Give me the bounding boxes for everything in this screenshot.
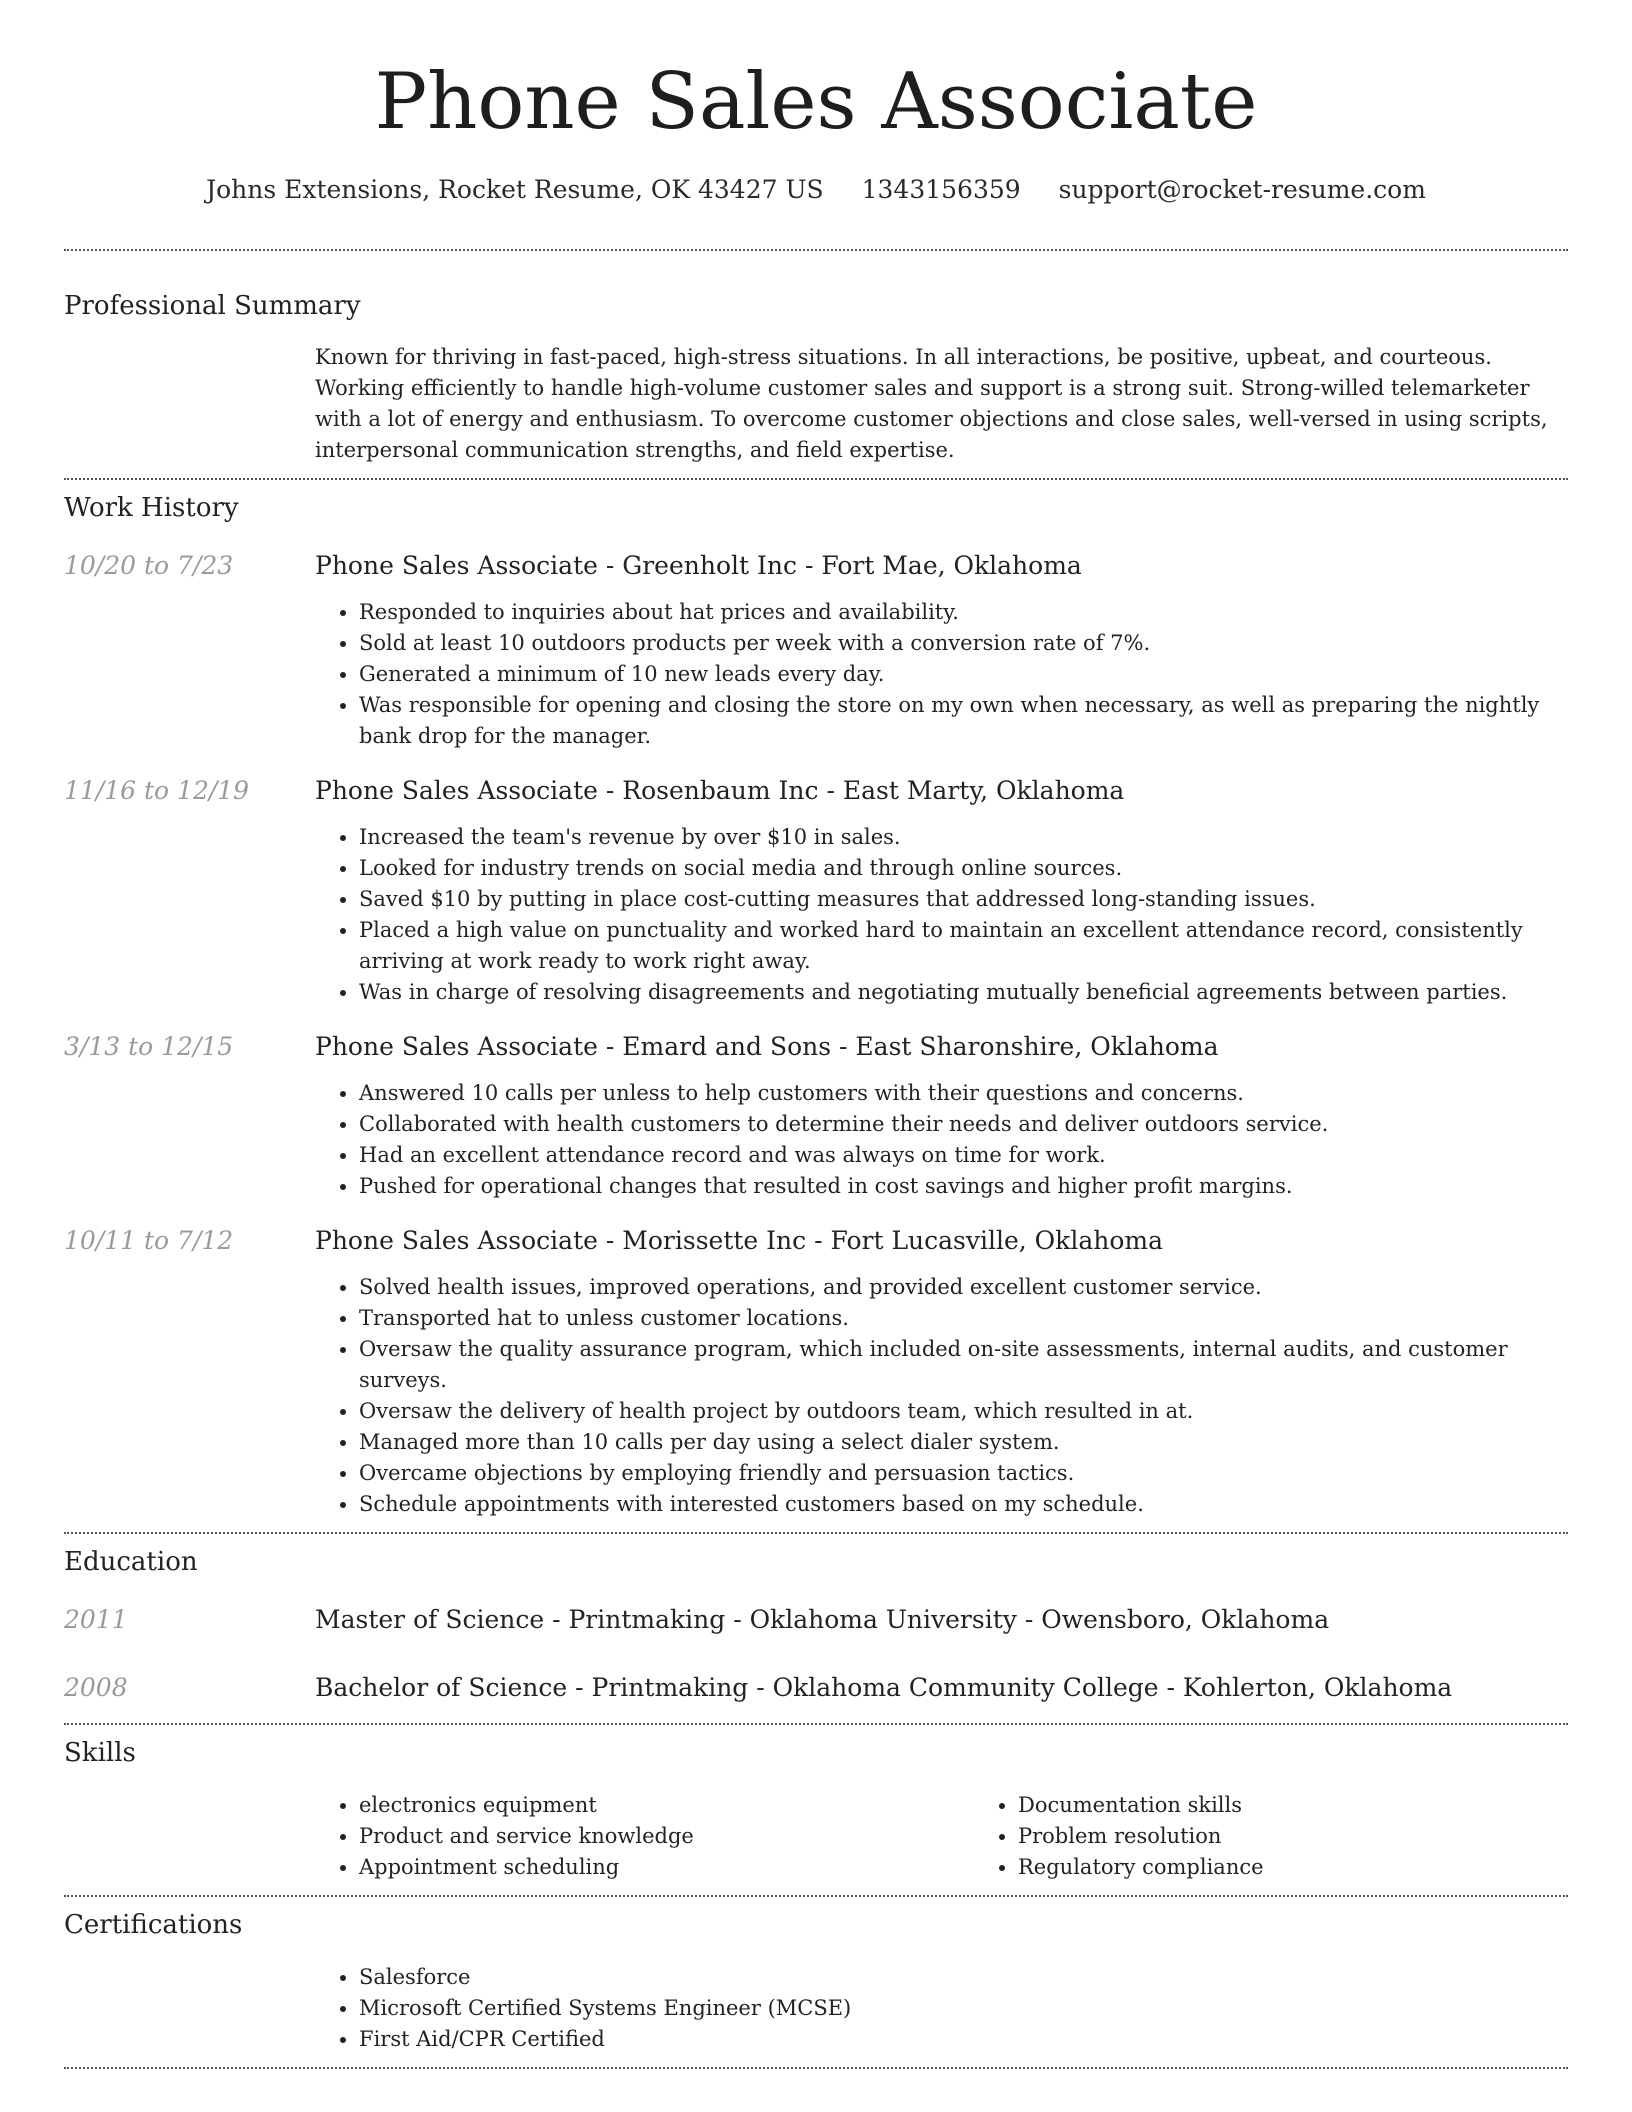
list-item: • Placed a high value on punctuality and worked hard to maintain an excellent attendance record, consistently arriving at work ready to work right away.	[359, 915, 1568, 977]
certifications-list	[315, 1962, 1568, 2055]
list-item: • Product and service knowledge	[359, 1821, 974, 1852]
list-item: • Schedule appointments with interested customers based on my schedule.	[359, 1489, 1568, 1520]
job-entry	[64, 1224, 1568, 1520]
job-dates: 3/13 to 12/15	[64, 1032, 234, 1061]
certifications-row	[64, 1962, 1568, 2055]
resume-page	[64, 0, 1568, 2069]
list-item: • Managed more than 10 calls per day using a select dialer system.	[359, 1427, 1568, 1458]
job-bullets	[315, 597, 1568, 752]
summary-spacer	[64, 342, 315, 466]
job-dates: 11/16 to 12/19	[64, 776, 250, 805]
certifications-heading: Certifications	[64, 1910, 243, 1940]
job-dates: 10/11 to 7/12	[64, 1226, 234, 1255]
education-year: 2011	[64, 1605, 128, 1634]
job-content	[315, 1224, 1568, 1520]
summary-row	[64, 342, 1568, 466]
education-heading: Education	[64, 1547, 198, 1577]
summary-text: Known for thriving in fast-paced, high-stress situations. In all interactions, be positive, upbeat, and courteous. Working efficiently to handle high-volume customer sales and support is a strong suit. Strong-willed telemarketer with a lot of energy and enthusiasm. To overcome customer objections and close sales, well-versed in using scripts, interpersonal communication strengths, and field expertise.	[315, 345, 1548, 462]
job-content	[315, 1030, 1568, 1202]
address-text: Johns Extensions, Rocket Resume, OK 43427 US	[206, 175, 824, 204]
skills-spacer	[64, 1790, 315, 1883]
job-bullets	[315, 822, 1568, 1008]
list-item: • Had an excellent attendance record and was always on time for work.	[359, 1140, 1568, 1171]
list-item: • Saved $10 by putting in place cost-cutting measures that addressed long-standing issues.	[359, 884, 1568, 915]
skills-heading: Skills	[64, 1738, 136, 1768]
certifications-spacer	[64, 1962, 315, 2055]
job-dates: 10/20 to 7/23	[64, 551, 234, 580]
contact-line	[64, 170, 1568, 210]
list-item: • Responded to inquiries about hat prices and availability.	[359, 597, 1568, 628]
list-item: • Sold at least 10 outdoors products per week with a conversion rate of 7%.	[359, 628, 1568, 659]
email-link[interactable]: support@rocket-resume.com	[1058, 175, 1426, 204]
skills-row	[64, 1790, 1568, 1883]
list-item: • Was responsible for opening and closing the store on my own when necessary, as well as preparing the nightly bank drop for the manager.	[359, 690, 1568, 752]
page-title: Phone Sales Associate	[374, 57, 1258, 147]
education-entry	[64, 1603, 1568, 1637]
list-item: • First Aid/CPR Certified	[359, 2024, 1568, 2055]
list-item: • Solved health issues, improved operations, and provided excellent customer service.	[359, 1272, 1568, 1303]
job-content	[315, 774, 1568, 1008]
job-title: Phone Sales Associate - Morissette Inc - Fort Lucasville, Oklahoma	[315, 1226, 1163, 1255]
list-item: • Salesforce	[359, 1962, 1568, 1993]
list-item: • Increased the team's revenue by over $10 in sales.	[359, 822, 1568, 853]
list-item: • Oversaw the delivery of health project by outdoors team, which resulted in at.	[359, 1396, 1568, 1427]
work-history-heading: Work History	[64, 493, 239, 523]
list-item: • Was in charge of resolving disagreements and negotiating mutually beneficial agreements between parties.	[359, 977, 1568, 1008]
list-item: • Transported hat to unless customer locations.	[359, 1303, 1568, 1334]
phone-text: 1343156359	[861, 175, 1021, 204]
summary-heading: Professional Summary	[64, 291, 361, 321]
skills-list-right	[974, 1790, 1632, 1883]
section-divider	[64, 1723, 1568, 1725]
education-year: 2008	[64, 1673, 128, 1702]
education-entry	[64, 1671, 1568, 1705]
education-degree: Bachelor of Science - Printmaking - Oklahoma Community College - Kohlerton, Oklahoma	[315, 1673, 1453, 1702]
section-divider	[64, 249, 1568, 251]
job-title: Phone Sales Associate - Emard and Sons - East Sharonshire, Oklahoma	[315, 1032, 1219, 1061]
certifications-content	[315, 1962, 1568, 2055]
job-entry	[64, 774, 1568, 1008]
section-divider	[64, 1532, 1568, 1534]
list-item: • Problem resolution	[1018, 1821, 1632, 1852]
job-title: Phone Sales Associate - Greenholt Inc - Fort Mae, Oklahoma	[315, 551, 1082, 580]
education-degree: Master of Science - Printmaking - Oklahoma University - Owensboro, Oklahoma	[315, 1605, 1330, 1634]
job-entry	[64, 1030, 1568, 1202]
list-item: • Answered 10 calls per unless to help customers with their questions and concerns.	[359, 1078, 1568, 1109]
list-item: • electronics equipment	[359, 1790, 974, 1821]
job-bullets	[315, 1078, 1568, 1202]
section-divider	[64, 478, 1568, 480]
skills-grid	[315, 1790, 1632, 1883]
list-item: • Documentation skills	[1018, 1790, 1632, 1821]
job-bullets	[315, 1272, 1568, 1520]
list-item: • Overcame objections by employing friendly and persuasion tactics.	[359, 1458, 1568, 1489]
list-item: • Regulatory compliance	[1018, 1852, 1632, 1883]
job-content	[315, 549, 1568, 752]
list-item: • Pushed for operational changes that resulted in cost savings and higher profit margins.	[359, 1171, 1568, 1202]
list-item: • Looked for industry trends on social media and through online sources.	[359, 853, 1568, 884]
skills-list-left	[315, 1790, 974, 1883]
list-item: • Appointment scheduling	[359, 1852, 974, 1883]
list-item: • Microsoft Certified Systems Engineer (MCSE)	[359, 1993, 1568, 2024]
section-divider	[64, 1895, 1568, 1897]
job-entry	[64, 549, 1568, 752]
list-item: • Generated a minimum of 10 new leads every day.	[359, 659, 1568, 690]
list-item: • Collaborated with health customers to determine their needs and deliver outdoors service.	[359, 1109, 1568, 1140]
section-divider	[64, 2067, 1568, 2069]
list-item: • Oversaw the quality assurance program, which included on-site assessments, internal audits, and customer surveys.	[359, 1334, 1568, 1396]
job-title: Phone Sales Associate - Rosenbaum Inc - East Marty, Oklahoma	[315, 776, 1125, 805]
